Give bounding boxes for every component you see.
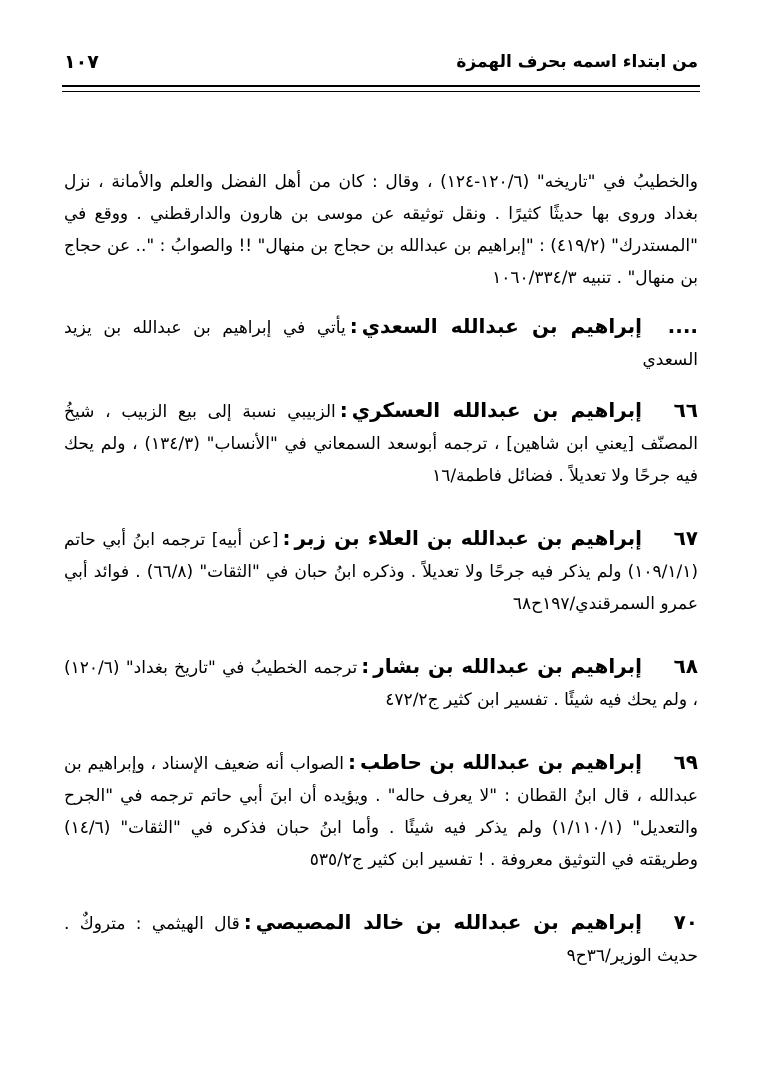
entry-name: إبراهيم بن عبدالله السعدي [361, 314, 643, 338]
entry-separator: : [348, 750, 357, 774]
running-title: من ابتداء اسمه بحرف الهمزة [456, 52, 698, 72]
entry-number: ٧٠ [673, 910, 698, 934]
entry-name: إبراهيم بن عبدالله العسكري [351, 398, 642, 422]
page-number: ١٠٧ [64, 51, 99, 73]
entry-number: ٦٦ [673, 398, 698, 422]
entry-number: ٦٩ [673, 750, 699, 774]
entry-text: ترجمه الخطيبُ في "تاريخ بغداد" (١٢٠/٦) ، ولم يحك فيه شيئًا . تفسير ابن كثير ج٤٧٢/٢ [64, 658, 698, 710]
entry [64, 746, 698, 876]
entry [64, 906, 698, 972]
header-rule-thin [62, 91, 700, 92]
entry-name: إبراهيم بن عبدالله بن العلاء بن زبر [294, 526, 642, 550]
continuation-paragraph: والخطيبُ في "تاريخه" (١٢٠/٦-١٢٤) ، وقال : كان من أهل الفضل والعلم والأمانة ، نزل بغداد وروى بها حديثًا كثيرًا . ونقل توثيقه عن موسى بن هارون والدارقطني . ووقع في "المستدرك" (٤١٩/٢) : "إبراهيم بن عبدالله بن حجاج بن منهال" !! والصوابُ : ".. عن حجاج بن منهال" . تنبيه ١٠٦٠/٣٣٤/٣ [64, 172, 698, 288]
page-body [64, 166, 698, 990]
entry-separator: : [339, 398, 348, 422]
entry-separator: : [349, 314, 358, 338]
entry-name: إبراهيم بن عبدالله بن خالد المصيصي [255, 910, 642, 934]
entry-text: الصواب أنه ضعيف الإسناد ، وإبراهيم بن عبدالله ، قال ابنُ القطان : "لا يعرف حاله" . ويؤيده أن ابنَ أبي حاتم ترجمه في "الجرح والتعديل" (١/١١٠/١) ولم يذكر فيه شيئًا . وأما ابنُ حبان فذكره في "الثقات" (١٤/٦) وطريقته في التوثيق معروفة . ! تفسير ابن كثير ج٥٣٥/٢ [64, 754, 699, 870]
header-rule [62, 85, 700, 87]
entry-number: ٦٧ [673, 526, 698, 550]
entry-number: .... [667, 314, 699, 338]
entry-separator: : [361, 654, 370, 678]
entry-separator: : [282, 526, 291, 550]
entry-text: [عن أبيه] ترجمه ابنُ أبي حاتم (١٠٩/١/١) ولم يذكر فيه جرحًا ولا تعديلاً . وذكره ابنُ حبان في "الثقات" (٦٦/٨) . فوائد أبي عمرو السمرقندي/١٩٧ح٦٨ [64, 530, 698, 614]
entry [64, 522, 698, 620]
entry [64, 650, 698, 716]
entry-name: إبراهيم بن عبدالله بن حاطب [360, 750, 643, 774]
entry [64, 394, 698, 492]
entry-separator: : [243, 910, 252, 934]
entry-text: يأتي في إبراهيم بن عبدالله بن يزيد السعدي [64, 318, 698, 370]
entry-number: ٦٨ [673, 654, 698, 678]
page-header [64, 44, 698, 80]
entry-text: قال الهيثمي : متروكٌ . حديث الوزير/٣٦ح٩ [64, 914, 698, 966]
entry-name: إبراهيم بن عبدالله بن بشار [373, 654, 642, 678]
entry [64, 310, 698, 376]
entry-text: الزبيبي نسبة إلى بيع الزبيب ، شيخُ المصنّف [يعني ابن شاهين] ، ترجمه أبوسعد السمعاني في "الأنساب" (١٣٤/٣) ، ولم يحك فيه جرحًا ولا تعديلاً . فضائل فاطمة/١٦ [64, 402, 698, 486]
